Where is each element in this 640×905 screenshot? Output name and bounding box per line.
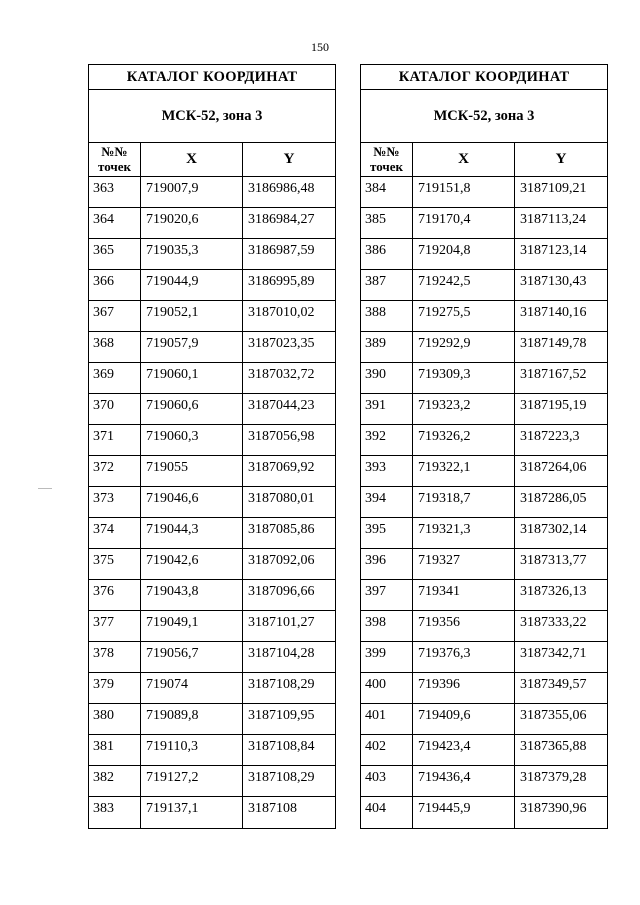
x-coordinate-cell: 719043,8	[141, 580, 243, 610]
y-coordinate-cell: 3187104,28	[248, 646, 315, 661]
x-coordinate-cell: 719327	[413, 549, 515, 579]
x-coordinate-cell: 719275,5	[413, 301, 515, 331]
x-header: X	[141, 143, 243, 176]
point-number-cell: 383	[89, 797, 141, 828]
y-coordinate-cell: 3187333,22	[520, 615, 587, 630]
y-coordinate-cell: 3187149,78	[520, 336, 587, 351]
x-coordinate-cell: 719020,6	[141, 208, 243, 238]
x-coordinate-cell: 719309,3	[413, 363, 515, 393]
coordinate-system: МСК-52, зона 3	[361, 90, 607, 143]
y-coordinate-cell: 3186986,48	[248, 181, 315, 196]
x-coordinate-cell: 719409,6	[413, 704, 515, 734]
y-coordinate-cell: 3187195,19	[520, 398, 587, 413]
table-row	[89, 208, 335, 239]
point-number-cell: 396	[361, 549, 413, 579]
table-row	[361, 797, 607, 828]
point-number-cell: 387	[361, 270, 413, 300]
point-number-cell: 388	[361, 301, 413, 331]
point-number-cell: 389	[361, 332, 413, 362]
point-number-cell: 366	[89, 270, 141, 300]
y-coordinate-cell: 3187108,29	[248, 677, 315, 692]
y-coordinate-cell: 3186987,59	[248, 243, 315, 258]
point-number-header: №№ точек	[89, 143, 141, 176]
y-coordinate-cell: 3187010,02	[248, 305, 315, 320]
y-coordinate-cell: 3187342,71	[520, 646, 587, 661]
point-number-header: №№ точек	[361, 143, 413, 176]
table-row	[361, 239, 607, 270]
table-row	[89, 611, 335, 642]
table-row	[361, 363, 607, 394]
x-coordinate-cell: 719445,9	[413, 797, 515, 828]
table-row	[361, 425, 607, 456]
y-coordinate-cell: 3187056,98	[248, 429, 315, 444]
table-row	[89, 766, 335, 797]
x-coordinate-cell: 719356	[413, 611, 515, 641]
point-number-cell: 384	[361, 177, 413, 207]
table-row	[89, 735, 335, 766]
y-coordinate-cell: 3187349,57	[520, 677, 587, 692]
x-coordinate-cell: 719151,8	[413, 177, 515, 207]
x-coordinate-cell: 719321,3	[413, 518, 515, 548]
x-coordinate-cell: 719423,4	[413, 735, 515, 765]
table-row	[89, 239, 335, 270]
table-row	[361, 735, 607, 766]
table-row	[361, 177, 607, 208]
table-row	[361, 487, 607, 518]
y-coordinate-cell: 3187264,06	[520, 460, 587, 475]
table-row	[361, 518, 607, 549]
table-row	[361, 704, 607, 735]
point-number-cell: 394	[361, 487, 413, 517]
x-header: X	[413, 143, 515, 176]
table-row	[89, 518, 335, 549]
table-row	[89, 580, 335, 611]
y-coordinate-cell: 3187044,23	[248, 398, 315, 413]
y-coordinate-cell: 3187140,16	[520, 305, 587, 320]
x-coordinate-cell: 719170,4	[413, 208, 515, 238]
y-coordinate-cell: 3187390,96	[520, 801, 587, 816]
y-coordinate-cell: 3187365,88	[520, 739, 587, 754]
point-number-cell: 363	[89, 177, 141, 207]
x-coordinate-cell: 719089,8	[141, 704, 243, 734]
x-coordinate-cell: 719110,3	[141, 735, 243, 765]
x-coordinate-cell: 719055	[141, 456, 243, 486]
point-number-cell: 372	[89, 456, 141, 486]
x-coordinate-cell: 719436,4	[413, 766, 515, 796]
y-coordinate-cell: 3187223,3	[520, 429, 580, 444]
y-coordinate-cell: 3187109,95	[248, 708, 315, 723]
table-row	[89, 394, 335, 425]
table-row	[361, 332, 607, 363]
table-row	[361, 766, 607, 797]
x-coordinate-cell: 719322,1	[413, 456, 515, 486]
x-coordinate-cell: 719137,1	[141, 797, 243, 828]
y-coordinate-cell: 3187355,06	[520, 708, 587, 723]
point-number-cell: 382	[89, 766, 141, 796]
y-coordinate-cell: 3187109,21	[520, 181, 587, 196]
y-coordinate-cell: 3187023,35	[248, 336, 315, 351]
x-coordinate-cell: 719242,5	[413, 270, 515, 300]
x-coordinate-cell: 719046,6	[141, 487, 243, 517]
x-coordinate-cell: 719007,9	[141, 177, 243, 207]
coordinate-table	[89, 143, 335, 828]
point-number-cell: 401	[361, 704, 413, 734]
x-coordinate-cell: 719057,9	[141, 332, 243, 362]
x-coordinate-cell: 719044,9	[141, 270, 243, 300]
point-number-cell: 392	[361, 425, 413, 455]
y-coordinate-cell: 3187101,27	[248, 615, 315, 630]
table-row	[361, 208, 607, 239]
point-number-cell: 381	[89, 735, 141, 765]
y-coordinate-cell: 3187032,72	[248, 367, 315, 382]
x-coordinate-cell: 719376,3	[413, 642, 515, 672]
point-number-cell: 390	[361, 363, 413, 393]
y-coordinate-cell: 3187085,86	[248, 522, 315, 537]
x-coordinate-cell: 719035,3	[141, 239, 243, 269]
table-row	[361, 549, 607, 580]
coordinate-table	[361, 143, 607, 828]
table-row	[361, 270, 607, 301]
point-number-cell: 367	[89, 301, 141, 331]
y-coordinate-cell: 3187326,13	[520, 584, 587, 599]
table-row	[89, 704, 335, 735]
catalog-title: КАТАЛОГ КООРДИНАТ	[89, 65, 335, 90]
x-coordinate-cell: 719060,1	[141, 363, 243, 393]
point-number-cell: 364	[89, 208, 141, 238]
x-coordinate-cell: 719318,7	[413, 487, 515, 517]
point-number-cell: 365	[89, 239, 141, 269]
x-coordinate-cell: 719049,1	[141, 611, 243, 641]
table-row	[361, 611, 607, 642]
table-row	[361, 642, 607, 673]
table-row	[89, 177, 335, 208]
point-number-cell: 374	[89, 518, 141, 548]
y-coordinate-cell: 3187092,06	[248, 553, 315, 568]
table-row	[89, 332, 335, 363]
coordinate-catalog-right	[360, 64, 608, 829]
x-coordinate-cell: 719204,8	[413, 239, 515, 269]
table-header-row	[361, 143, 607, 177]
point-number-cell: 379	[89, 673, 141, 703]
point-number-cell: 391	[361, 394, 413, 424]
point-number-cell: 386	[361, 239, 413, 269]
y-coordinate-cell: 3187113,24	[520, 212, 586, 227]
y-coordinate-cell: 3187069,92	[248, 460, 315, 475]
point-number-cell: 380	[89, 704, 141, 734]
table-row	[361, 673, 607, 704]
point-number-cell: 395	[361, 518, 413, 548]
y-coordinate-cell: 3187108	[248, 801, 297, 816]
x-coordinate-cell: 719323,2	[413, 394, 515, 424]
x-coordinate-cell: 719052,1	[141, 301, 243, 331]
table-row	[89, 673, 335, 704]
y-coordinate-cell: 3187108,29	[248, 770, 315, 785]
y-coordinate-cell: 3186995,89	[248, 274, 315, 289]
point-number-cell: 403	[361, 766, 413, 796]
table-row	[89, 363, 335, 394]
point-number-cell: 368	[89, 332, 141, 362]
y-coordinate-cell: 3187130,43	[520, 274, 587, 289]
point-number-cell: 378	[89, 642, 141, 672]
x-coordinate-cell: 719044,3	[141, 518, 243, 548]
point-number-cell: 375	[89, 549, 141, 579]
point-number-cell: 393	[361, 456, 413, 486]
x-coordinate-cell: 719341	[413, 580, 515, 610]
y-coordinate-cell: 3187080,01	[248, 491, 315, 506]
y-coordinate-cell: 3187108,84	[248, 739, 315, 754]
y-coordinate-cell: 3186984,27	[248, 212, 315, 227]
coordinate-catalog-left	[88, 64, 336, 829]
page-number: 150	[311, 40, 329, 54]
table-row	[361, 580, 607, 611]
point-number-cell: 385	[361, 208, 413, 238]
point-number-cell: 400	[361, 673, 413, 703]
table-row	[89, 487, 335, 518]
coordinate-system: МСК-52, зона 3	[89, 90, 335, 143]
point-number-cell: 398	[361, 611, 413, 641]
point-number-cell: 397	[361, 580, 413, 610]
x-coordinate-cell: 719326,2	[413, 425, 515, 455]
point-number-cell: 370	[89, 394, 141, 424]
x-coordinate-cell: 719074	[141, 673, 243, 703]
point-number-cell: 376	[89, 580, 141, 610]
x-coordinate-cell: 719127,2	[141, 766, 243, 796]
table-row	[361, 456, 607, 487]
table-row	[89, 456, 335, 487]
y-coordinate-cell: 3187123,14	[520, 243, 587, 258]
point-number-cell: 371	[89, 425, 141, 455]
table-header-row	[89, 143, 335, 177]
y-coordinate-cell: 3187096,66	[248, 584, 315, 599]
table-row	[361, 301, 607, 332]
y-coordinate-cell: 3187302,14	[520, 522, 587, 537]
table-row	[89, 642, 335, 673]
point-number-cell: 377	[89, 611, 141, 641]
table-row	[89, 549, 335, 580]
point-number-cell: 402	[361, 735, 413, 765]
y-coordinate-cell: 3187167,52	[520, 367, 587, 382]
y-coordinate-cell: 3187286,05	[520, 491, 587, 506]
x-coordinate-cell: 719396	[413, 673, 515, 703]
point-number-cell: 399	[361, 642, 413, 672]
y-header: Y	[555, 151, 567, 167]
catalog-title: КАТАЛОГ КООРДИНАТ	[361, 65, 607, 90]
x-coordinate-cell: 719292,9	[413, 332, 515, 362]
y-coordinate-cell: 3187313,77	[520, 553, 587, 568]
table-row	[89, 301, 335, 332]
table-row	[89, 270, 335, 301]
x-coordinate-cell: 719060,3	[141, 425, 243, 455]
table-row	[89, 425, 335, 456]
x-coordinate-cell: 719060,6	[141, 394, 243, 424]
table-row	[89, 797, 335, 828]
y-coordinate-cell: 3187379,28	[520, 770, 587, 785]
point-number-cell: 369	[89, 363, 141, 393]
x-coordinate-cell: 719056,7	[141, 642, 243, 672]
point-number-cell: 373	[89, 487, 141, 517]
margin-mark	[38, 488, 52, 489]
table-row	[361, 394, 607, 425]
x-coordinate-cell: 719042,6	[141, 549, 243, 579]
y-header: Y	[283, 151, 295, 167]
point-number-cell: 404	[361, 797, 413, 828]
